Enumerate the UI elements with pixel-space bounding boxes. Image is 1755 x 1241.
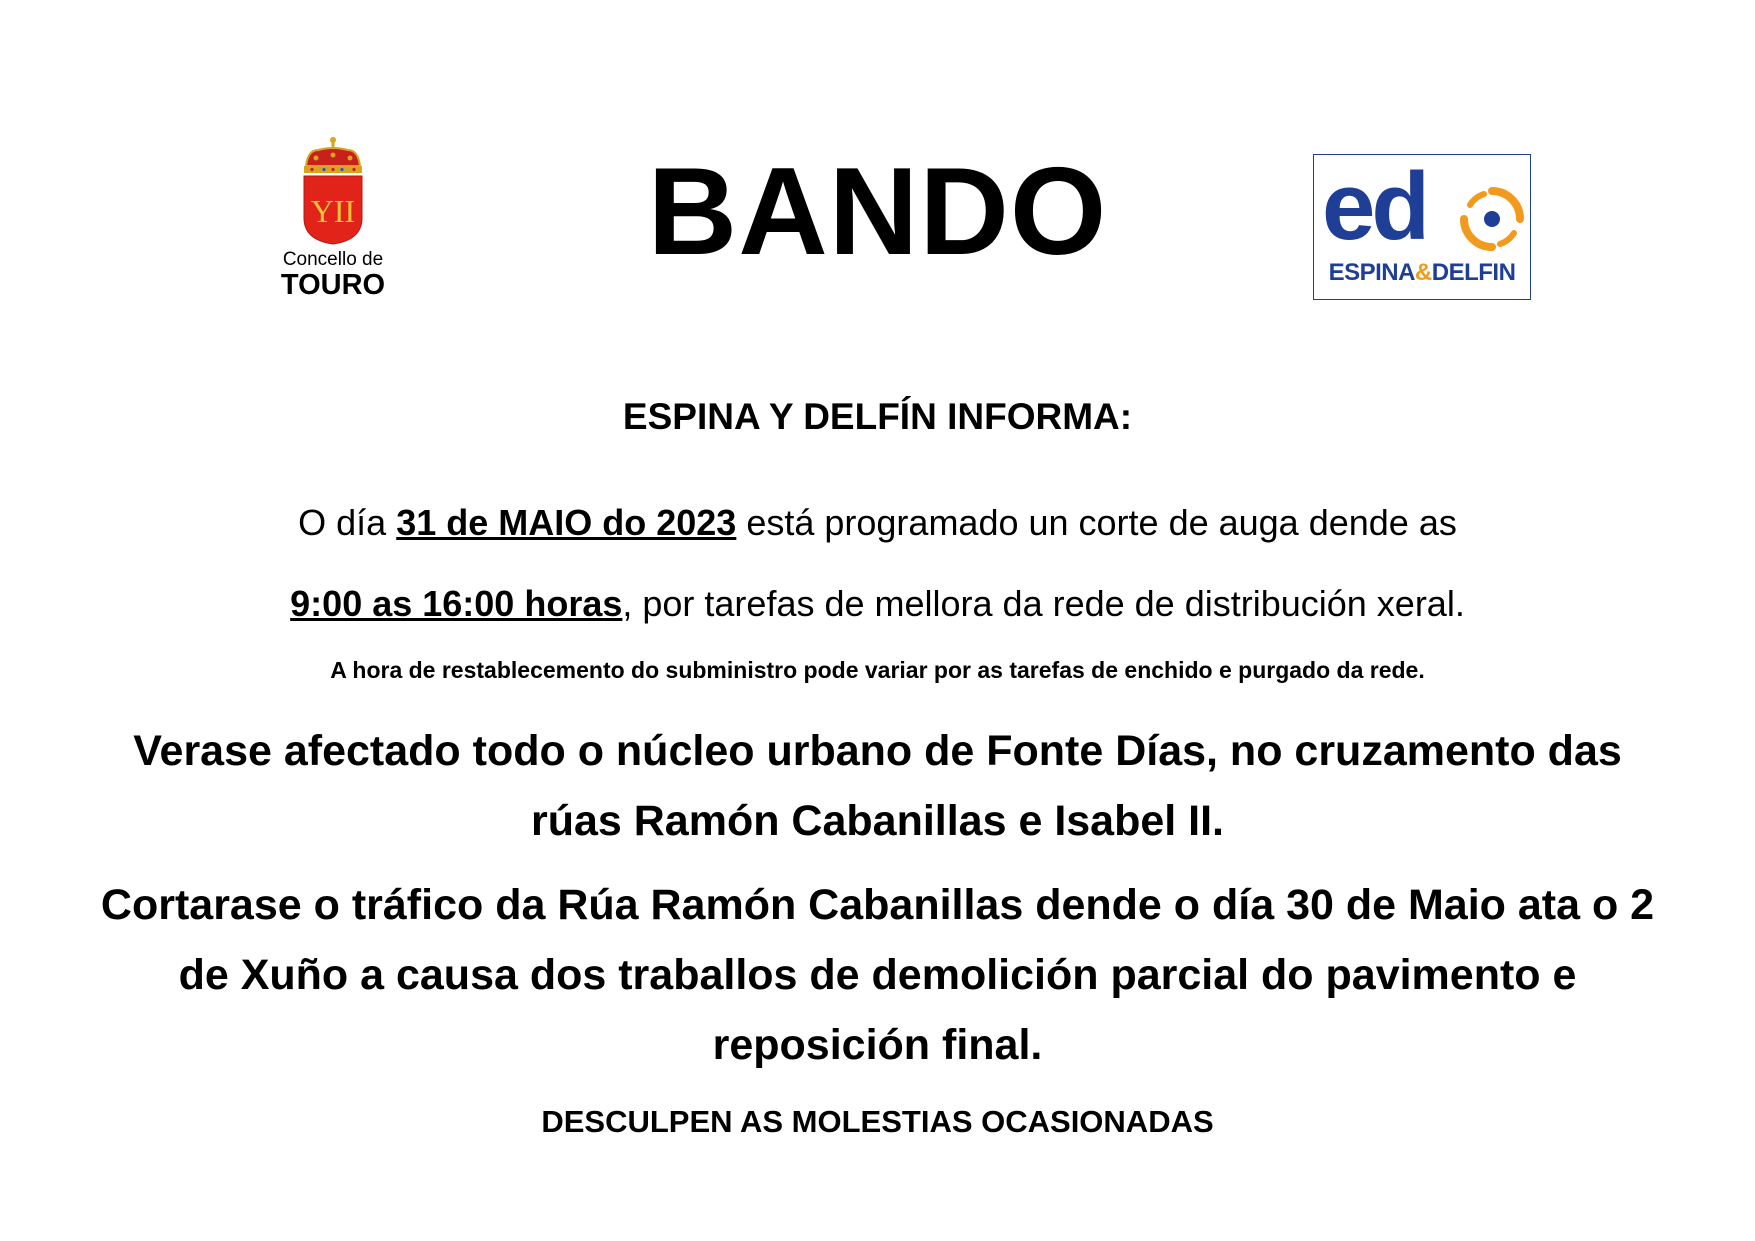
touro-logo-line1: Concello de	[282, 249, 384, 270]
ed-logo-word: ed	[1322, 153, 1427, 260]
touro-logo-line2: TOURO	[280, 269, 386, 301]
cut-hours: 9:00 as 16:00 horas	[290, 583, 623, 624]
ed-logo-mark-icon	[1460, 187, 1524, 251]
notice-date-line: O día 31 de MAIO do 2023 está programado un corte de auga dende as	[298, 502, 1457, 543]
notice-heading: ESPINA Y DELFÍN INFORMA:	[622, 396, 1133, 437]
closing-apology: DESCULPEN AS MOLESTIAS OCASIONADAS	[541, 1104, 1214, 1139]
traffic-cut-text: Cortarase o tráfico da Rúa Ramón Cabanillas dende o día 30 de Maio ata o 2 de Xuño a causa dos traballos de demolición parcial do pavimento e reposición final.	[100, 881, 1655, 1069]
espina-delfin-logo	[1313, 154, 1531, 300]
page-title: BANDO	[647, 143, 1108, 281]
notice-hours-line: 9:00 as 16:00 horas, por tarefas de mellora da rede de distribución xeral.	[290, 583, 1465, 624]
cut-date: 31 de MAIO do 2023	[396, 502, 737, 543]
restoration-note: A hora de restablecemento do subministro pode variar por as tarefas de enchido e purgado da rede.	[330, 657, 1425, 683]
affected-area-text: Verase afectado todo o núcleo urbano de Fonte Días, no cruzamento das rúas Ramón Cabanillas e Isabel II.	[133, 727, 1622, 845]
svg-text:YII: YII	[310, 193, 356, 229]
ed-logo-name: ESPINA&DELFIN	[1328, 259, 1516, 286]
